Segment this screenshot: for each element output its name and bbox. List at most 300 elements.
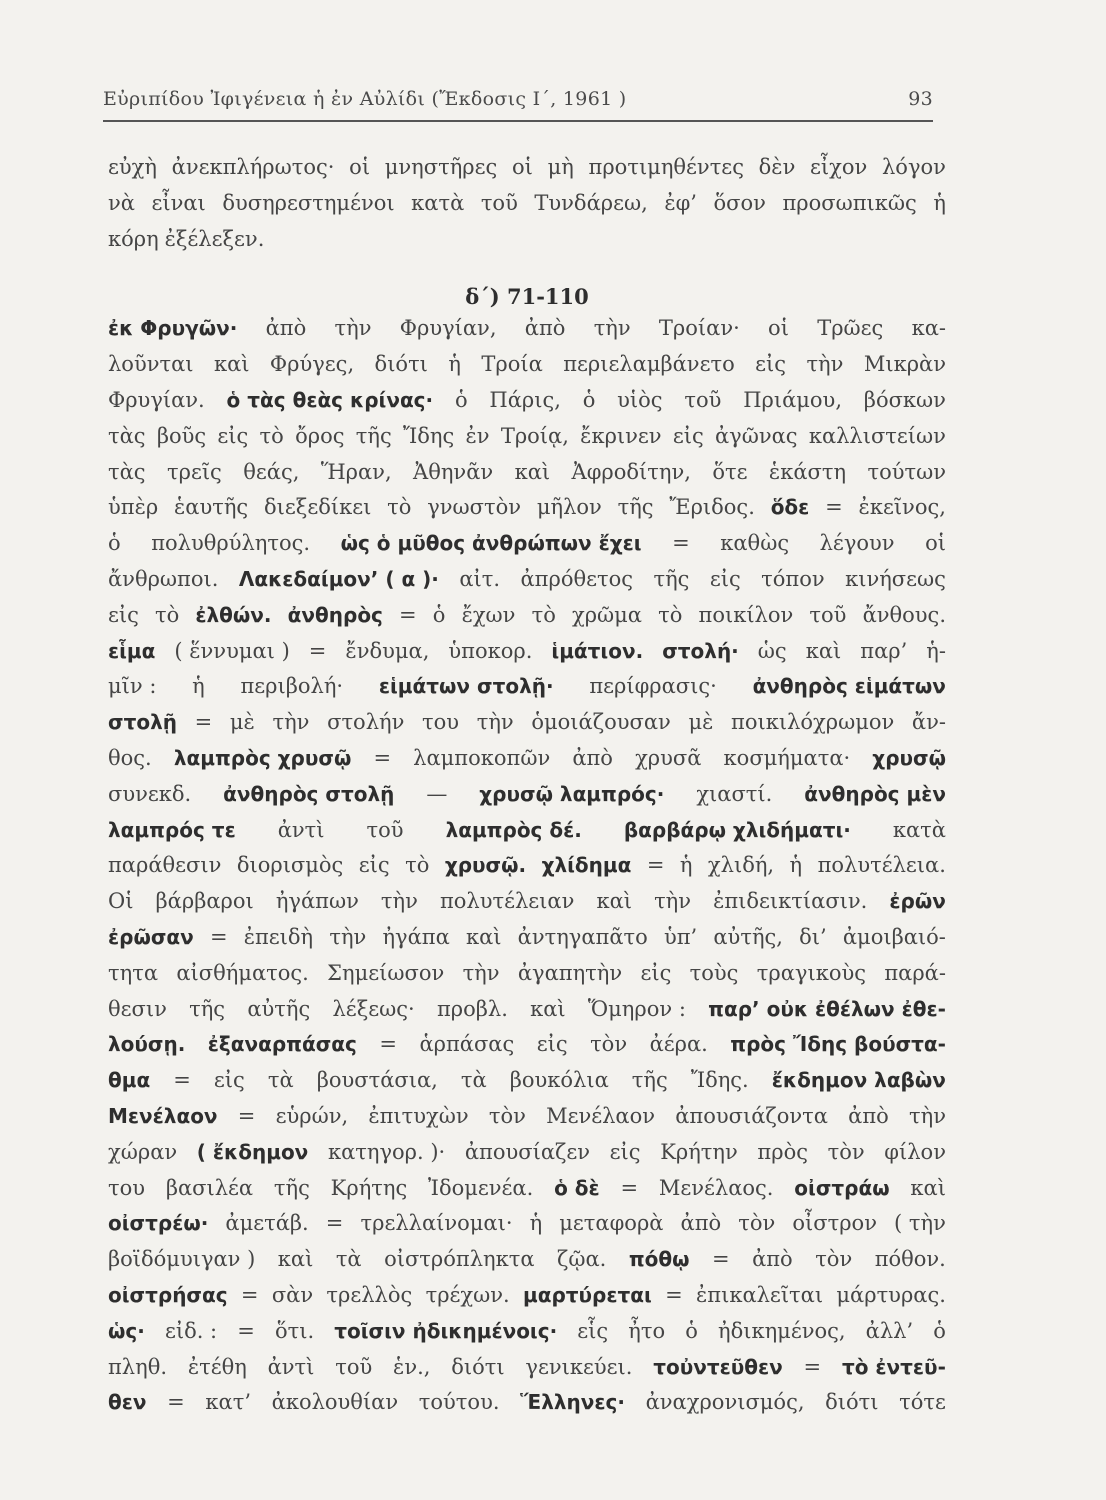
word: δυσηρεστημένοι (222, 190, 395, 215)
word: τούτων (867, 459, 946, 484)
word: τὰ (460, 1068, 487, 1093)
word: Τυνδάρεω, (534, 190, 648, 215)
word: εἰς (536, 1032, 568, 1057)
text-line (108, 1206, 946, 1242)
word: ἀγαπητὴν (517, 960, 623, 985)
word: τὰς (108, 459, 146, 484)
word: τῆς (273, 1175, 310, 1200)
page-number: 93 (908, 88, 933, 110)
word: Πριάμου, (743, 387, 842, 412)
lemma: παρ’ οὐκ ἐθέλων ἐθε- (708, 996, 946, 1021)
lemma: τοὐντεῦθεν (653, 1354, 783, 1379)
word: ὑπ’ (663, 924, 698, 949)
word: οἱ (925, 531, 946, 556)
word: ἡ (448, 352, 461, 377)
word: = (237, 1103, 256, 1128)
word: καὶ (596, 889, 632, 914)
word: τοῦ (335, 1354, 373, 1379)
word: καὶ (530, 996, 566, 1021)
word: ἔκρινεν (580, 423, 662, 448)
header-rule (103, 120, 933, 122)
word: ὑποκορ. (448, 638, 533, 663)
lemma: θεν (108, 1390, 147, 1415)
text-line (108, 1063, 946, 1099)
lemma: ( ἔκδημον (196, 1139, 309, 1164)
word: τὴν (806, 352, 844, 377)
word: Μενέλαος. (658, 1175, 774, 1200)
word: διεξεδίκει (264, 495, 372, 520)
word: κόρη (108, 226, 159, 251)
word: τὸν (738, 1211, 776, 1236)
word: ἀκολουθίαν (271, 1390, 399, 1415)
text-line (108, 777, 946, 813)
word: = (308, 638, 327, 663)
word: μὴ (547, 155, 574, 179)
word: εἰδ. : (164, 1318, 218, 1343)
word: αἰσθήματος. (176, 960, 309, 985)
word: τὴν (380, 889, 418, 914)
word: ἀλλ’ (865, 1318, 914, 1343)
lemma: ἐρῶσαν (108, 924, 194, 949)
lemma: ὁ δὲ (554, 1175, 600, 1200)
word: εἰς (609, 1139, 641, 1164)
word: τὸ (387, 495, 412, 520)
word: ἀπουσίαζεν (464, 1139, 591, 1164)
word: ἡ- (926, 638, 946, 663)
word: οἱ (512, 155, 533, 179)
word: τὸ (405, 853, 430, 878)
text-line (108, 1385, 946, 1421)
word: ( ἕννυμαι ) (174, 638, 290, 663)
word: οἱ (768, 316, 789, 341)
word: εἰς (358, 853, 390, 878)
word: εἰς (213, 1068, 245, 1093)
text-line (108, 598, 946, 634)
word: Μενέλαον (546, 1103, 656, 1128)
lemma: λαμπρός τε (108, 817, 236, 842)
word: = (240, 1282, 259, 1307)
word: θεάς, (243, 459, 300, 484)
word: βοϊδόμυιγαν ) (108, 1247, 256, 1272)
section-heading-text: δ΄) 71-110 (465, 284, 589, 310)
word: οἱ (349, 155, 371, 179)
lemma: ὁ τὰς θεὰς κρίνας· (226, 387, 434, 412)
header-title: Εὐριπίδου Ἰφιγένεια ἡ ἐν Αὐλίδι (Ἔκδοσις Ι΄, 1961 ) (103, 88, 627, 110)
word: ἐπιδεικτίασιν. (713, 889, 868, 914)
word: λέγουν (819, 531, 895, 556)
word: προβλ. (436, 996, 508, 1021)
word: τὸ (658, 602, 683, 627)
lemma: χρυσῷ. (444, 853, 527, 878)
word: ἄν- (911, 710, 946, 735)
word: διότι (825, 1390, 879, 1415)
lemma: ὡς· (108, 1318, 145, 1343)
word: Τροίᾳ, (500, 423, 569, 448)
word: τόπον (761, 566, 825, 591)
word: χώραν (108, 1139, 178, 1164)
word: Ἔριδος. (669, 495, 755, 520)
lemma: ἐκ Φρυγῶν· (108, 316, 238, 341)
word: λοῦνται (108, 352, 194, 377)
word: προτιμηθέντες (588, 155, 744, 179)
word: αὐτῆς, (713, 924, 783, 949)
word: τὴν (272, 710, 310, 735)
word: νὰ (108, 190, 135, 215)
word: θος. (108, 745, 152, 770)
word: ἀπρόθετος (520, 566, 634, 591)
word: Φρυγίαν, (399, 316, 497, 341)
word: βοῦς (156, 423, 207, 448)
word: ὡς (757, 638, 787, 663)
word: ἔνδυμα, (345, 638, 430, 663)
word: τοῦ (684, 387, 722, 412)
word: τὸ (259, 423, 284, 448)
word: ἀπουσιάζοντα (675, 1103, 828, 1128)
word: ὁ (432, 602, 446, 627)
word: καὶ (277, 1247, 314, 1272)
word: οἶστρον (792, 1211, 877, 1236)
text-line (108, 186, 946, 222)
lemma: ἔκδημον λαβὼν (771, 1068, 946, 1093)
word: Κρήτης (330, 1175, 408, 1200)
word: τητα (108, 960, 158, 985)
text-line (108, 490, 946, 526)
word: διορισμὸς (236, 853, 344, 878)
word: πόθον. (874, 1247, 946, 1272)
word: ποικίλον (698, 602, 794, 627)
text-line (108, 956, 946, 992)
text-line (108, 813, 946, 849)
word: κατ’ (205, 1390, 251, 1415)
word: ἐτέθη (187, 1354, 247, 1379)
word: πολυτέλεια. (817, 853, 946, 878)
lemma: ἐρῶν (889, 889, 946, 914)
word: ἀμοιβαιό- (842, 924, 946, 949)
word: τρελλαίνομαι· (360, 1211, 513, 1236)
word: = (620, 1175, 639, 1200)
word: του (108, 1175, 146, 1200)
word: περιελαμβάνετο (563, 352, 735, 377)
word: = (712, 1247, 730, 1272)
word: Ἴδης (402, 423, 455, 448)
text-line (108, 1350, 946, 1386)
lemma: λούσῃ. (108, 1032, 186, 1057)
word: θεσιν (108, 996, 167, 1021)
word: εἶχον (810, 155, 868, 179)
word: αἰτ. (459, 566, 501, 591)
text-line (108, 150, 946, 186)
word: εἰς (640, 960, 672, 985)
text-line (108, 705, 946, 741)
word: ἑαυτῆς (174, 495, 249, 520)
word: εὑρών, (275, 1103, 349, 1128)
word: καὶ (213, 352, 250, 377)
word: μνηστῆρες (384, 155, 498, 179)
word: ἐπειδὴ (243, 924, 314, 949)
word: εἰς (709, 566, 741, 591)
text-line (108, 1099, 946, 1135)
word: περίφρασις· (589, 674, 717, 699)
word: δι’ (799, 924, 827, 949)
word: = (665, 1282, 683, 1307)
lemma: οἰστρέω· (108, 1211, 209, 1236)
word: τὴν (334, 316, 372, 341)
word: Ἰδομενέα. (428, 1175, 534, 1200)
word: τῆς (631, 1068, 668, 1093)
word: ἐκεῖνος, (858, 495, 946, 520)
word: ἐξέλεξεν. (164, 226, 265, 251)
word: τῆς (355, 423, 392, 448)
word: υἱὸς (617, 387, 663, 412)
text-line (108, 669, 946, 705)
word: πληθ. (108, 1354, 168, 1379)
text-line (108, 347, 946, 383)
word: ἐπικαλεῖται (696, 1282, 824, 1307)
word: διότι (374, 352, 428, 377)
lemma: ἀνθηρὸς (287, 602, 383, 627)
word: ἡ (192, 674, 205, 699)
word: χιαστί. (696, 781, 773, 806)
word: ἠδικημένος, (718, 1318, 846, 1343)
word: μεταφορὰ (559, 1211, 664, 1236)
word: ἀπὸ (848, 1103, 889, 1128)
lemma: πόθῳ (628, 1247, 690, 1272)
word: = (399, 602, 417, 627)
text-line (108, 455, 946, 491)
word: μὲ (688, 710, 714, 735)
word: πολυθρύλητος. (151, 531, 311, 556)
word: ἀπὸ (265, 316, 307, 341)
text-line (108, 1027, 946, 1063)
word: ἡ (679, 853, 693, 878)
word: ἐπιτυχὼν (368, 1103, 469, 1128)
word: τραγικοὺς (756, 960, 867, 985)
word: ἠγάπων (275, 889, 359, 914)
word: ἄνθους. (862, 602, 946, 627)
word: Τρῶες (817, 316, 884, 341)
word: καὶ (910, 1175, 946, 1200)
word: Φρυγίαν. (108, 387, 205, 412)
text-line (108, 741, 946, 777)
lemma: χρυσῷ (872, 745, 946, 770)
word: κατὰ (892, 817, 946, 842)
lemma: ἐξαναρπάσας (207, 1032, 357, 1057)
word: κατὰ (411, 190, 465, 215)
word: ἀπὸ (680, 1211, 722, 1236)
word: ἀπὸ (572, 745, 613, 770)
lemma: ὡς ὁ μῦθος ἀνθρώπων ἔχει (340, 531, 642, 556)
word: ὁ (454, 387, 468, 412)
word: εἰς (108, 602, 139, 627)
word: = (672, 531, 690, 556)
lemma: οἰστρήσας (108, 1282, 228, 1307)
word: ἁρπάσας (419, 1032, 515, 1057)
word: ἀνεκπλήρωτος· (171, 155, 335, 179)
word: ὁ (933, 1318, 946, 1343)
word: λέξεως· (332, 996, 415, 1021)
word: τότε (899, 1390, 946, 1415)
word: πολυτέλειαν (439, 889, 575, 914)
lemma: πρὸς Ἴδης βούστα- (730, 1032, 946, 1057)
word: σὰν (271, 1282, 314, 1307)
word: τὰς (108, 423, 146, 448)
lemma: χλίδημα (541, 853, 632, 878)
lemma: στολή· (662, 638, 739, 663)
word: τὰ (335, 1247, 362, 1272)
word: τῆς (653, 566, 690, 591)
word: λαμποκοπῶν (413, 745, 551, 770)
lemma: μαρτύρεται (523, 1282, 652, 1307)
word: τὴν (593, 316, 631, 341)
word: βόσκων (863, 387, 946, 412)
word: ἀναχρονισμός, (645, 1390, 805, 1415)
word: ὅτι. (274, 1318, 315, 1343)
word: τὸν (590, 1032, 628, 1057)
word: ἄνθρωποι. (108, 566, 219, 591)
word: περιβολή· (240, 674, 344, 699)
word: = (803, 1354, 822, 1379)
word: Κρήτην (660, 1139, 738, 1164)
word: ἔχων (461, 602, 516, 627)
word: ὁ (108, 531, 121, 556)
word: τὴν (329, 924, 367, 949)
word: Ἀφροδίτην, (571, 459, 691, 484)
lemma: ἱμάτιον. (551, 638, 644, 663)
word: ἑκάστη (768, 459, 847, 484)
word: τὴν (476, 710, 514, 735)
word: χρυσᾶ (635, 745, 702, 770)
word: ἀπὸ (524, 316, 566, 341)
word: μὲ (229, 710, 255, 735)
lemma: Λακεδαίμον’ ( α )· (238, 566, 439, 591)
word: τὰ (267, 1068, 294, 1093)
word: ὅσον (713, 190, 766, 215)
word: γνωστὸν (427, 495, 522, 520)
word: ἀγῶνας (714, 423, 798, 448)
word: καὶ (465, 924, 502, 949)
word: ἀέρα. (649, 1032, 708, 1057)
text-line (108, 1171, 946, 1207)
word: δὲν (758, 155, 796, 179)
word: καλλιστείων (808, 423, 946, 448)
word: τὴν (654, 889, 692, 914)
word: = (373, 745, 392, 770)
word: ἐν (465, 423, 490, 448)
word: = (194, 710, 213, 735)
text-line (108, 848, 946, 884)
word: ὄρος (295, 423, 345, 448)
word: τὸ (531, 602, 556, 627)
lemma: τὸ ἐντεῦ- (841, 1354, 946, 1379)
word: Πάρις, (489, 387, 561, 412)
word: τρελλὸς (326, 1282, 413, 1307)
word: μάρτυρας. (836, 1282, 946, 1307)
text-line (108, 222, 946, 258)
word: ποικιλόχρωμον (731, 710, 895, 735)
lemma: λαμπρὸς δέ. (445, 817, 582, 842)
word: μῖν : (108, 674, 157, 699)
word: ἀντὶ (277, 817, 325, 842)
text-line (108, 311, 946, 347)
word: εἰς (755, 352, 787, 377)
word: τρεῖς (166, 459, 222, 484)
word: πρὸς (757, 1139, 808, 1164)
lemma: οἰστράω (794, 1175, 890, 1200)
word: τρέχων. (425, 1282, 510, 1307)
word: του (422, 710, 460, 735)
word: Ἴδης. (690, 1068, 749, 1093)
word: τὴν (909, 1103, 946, 1128)
word: ἀντηγαπᾶτο (517, 924, 648, 949)
word: συνεκδ. (108, 781, 192, 806)
word: εἰς (672, 423, 704, 448)
word: ὁ (685, 1318, 698, 1343)
word: καὶ (514, 459, 551, 484)
lemma: ἀνθηρὸς μὲν (804, 781, 946, 806)
word: ἀντὶ (267, 1354, 315, 1379)
text-line (108, 884, 946, 920)
word: ὅτε (712, 459, 748, 484)
word: Ἀθηνᾶν (413, 459, 494, 484)
word: ἦτο (628, 1318, 666, 1343)
word: τῆς (617, 495, 654, 520)
word: τούτου. (418, 1390, 500, 1415)
word: φίλον (884, 1139, 946, 1164)
word: τὸν (488, 1103, 526, 1128)
word: = (173, 1068, 191, 1093)
word: = (646, 853, 665, 878)
word: τοὺς (689, 960, 739, 985)
section-heading (108, 257, 946, 311)
word: μῆλον (536, 495, 602, 520)
lemma: εἷμα (108, 638, 156, 663)
word: Τροίαν· (658, 316, 740, 341)
lemma: ἀνθηρὸς εἱμάτων (752, 674, 946, 699)
word: βουκόλια (509, 1068, 609, 1093)
word: ὁ (582, 387, 596, 412)
text-line (108, 562, 946, 598)
word: τοῦ (809, 602, 847, 627)
word: εἰς (217, 423, 249, 448)
word: κοσμήματα· (723, 745, 851, 770)
lemma: στολῇ (108, 710, 177, 735)
word: καὶ (805, 638, 842, 663)
word: χρῶμα (571, 602, 642, 627)
lemma: βαρβάρῳ χλιδήματι· (623, 817, 851, 842)
text-line (108, 1135, 946, 1171)
lemma: ὅδε (770, 495, 810, 520)
word: Σημείωσον (327, 960, 445, 985)
word: τοῦ (480, 190, 518, 215)
word: κα- (911, 316, 946, 341)
word: γενικεύει. (525, 1354, 633, 1379)
text-line (108, 1314, 946, 1350)
word: = (209, 924, 228, 949)
word: Οἱ (108, 889, 134, 914)
text-line (108, 634, 946, 670)
lemma: χρυσῷ λαμπρός· (479, 781, 665, 806)
word: τὸ (155, 602, 180, 627)
lemma: Μενέλαον (108, 1103, 218, 1128)
word: βουστάσια, (316, 1068, 438, 1093)
word: ἐφ’ (664, 190, 697, 215)
word: ἀπὸ (752, 1247, 793, 1272)
word: ἠγάπα (382, 924, 450, 949)
word: οἰστρόπληκτα (384, 1247, 535, 1272)
word: ἀμετάβ. (225, 1211, 309, 1236)
word: βασιλέα (165, 1175, 254, 1200)
word: = (379, 1032, 397, 1057)
